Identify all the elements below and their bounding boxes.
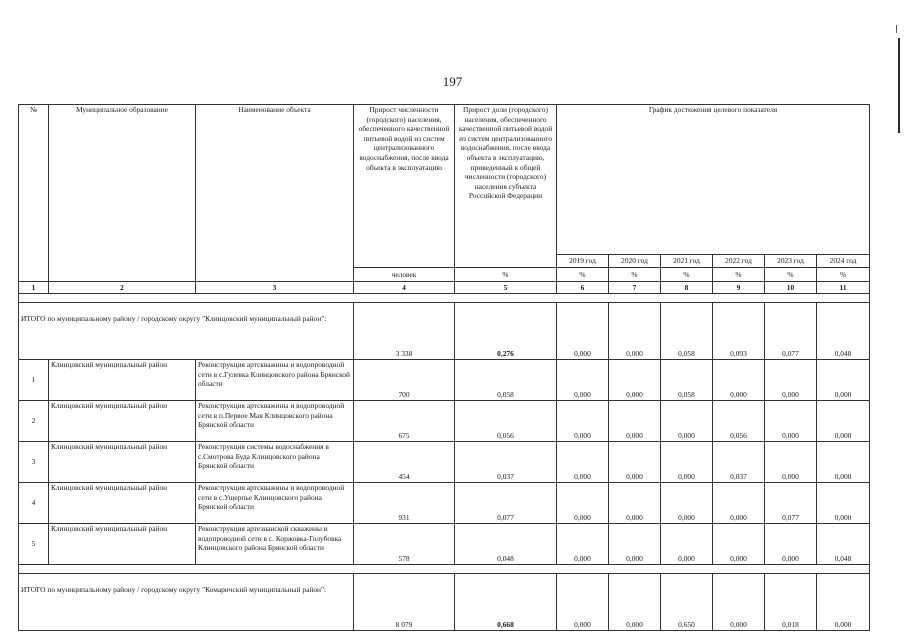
cell-year-value: 0,077 [765,483,817,524]
cell-year-value: 0,000 [817,574,870,631]
cell-municipality: Клинцовский муниципальный район [49,360,196,401]
cell-share: 0,058 [455,360,557,401]
header-year: 2019 год [557,255,609,268]
cell-year-value: 0,058 [661,303,713,360]
unit-percent: % [765,268,817,282]
cell-year-value: 0,000 [765,524,817,565]
header-cell-object: Наименование объекта [196,105,354,282]
cell-share: 0,056 [455,401,557,442]
cell-year-value: 0,650 [661,574,713,631]
column-number: 10 [765,282,817,294]
cell-row-number: 4 [19,483,49,524]
total-label: ИТОГО по муниципальному району / городскому округу "Комаричский муниципальный район": [19,574,354,631]
page-number: 197 [442,74,463,89]
cell-year-value: 0,000 [713,483,765,524]
header-cell-municipality: Муниципальное образование [49,105,196,282]
cell-year-value: 0,000 [817,442,870,483]
header-cell-no: № [19,105,49,282]
cell-year-value: 0,000 [817,360,870,401]
cell-row-number: 3 [19,442,49,483]
unit-percent: % [817,268,870,282]
cell-people: 8 079 [354,574,455,631]
cell-year-value: 0,000 [713,574,765,631]
header-row-titles [19,105,870,255]
total-label: ИТОГО по муниципальному району / городскому округу "Клинцовский муниципальный район": [19,303,354,360]
header-year: 2024 год [817,255,870,268]
cell-year-value: 0,000 [713,360,765,401]
total-row [19,303,870,360]
column-number: 5 [455,282,557,294]
column-number: 7 [609,282,661,294]
header-row-column-numbers [19,282,870,294]
unit-percent: % [557,268,609,282]
cell-year-value: 0,018 [765,574,817,631]
cell-share: 0,077 [455,483,557,524]
cell-year-value: 0,000 [609,360,661,401]
cell-year-value: 0,000 [817,483,870,524]
cell-year-value: 0,037 [713,442,765,483]
cell-year-value: 0,000 [765,360,817,401]
column-number: 6 [557,282,609,294]
header-cell-growth-count: Прирост численности (городского) населения, обеспеченного качественной питьевой водой из систем централизованного водоснабжения, после ввода объекта в эксплуатацию [354,105,455,268]
unit-percent: % [609,268,661,282]
cell-year-value: 0,000 [557,303,609,360]
cell-people: 700 [354,360,455,401]
cell-year-value: 0,000 [609,483,661,524]
cell-year-value: 0,048 [817,303,870,360]
indicator-table [18,104,870,631]
table-row [19,524,870,565]
cell-object: Реконструкция артскважины и водопроводной сети в с.Гулевка Клинцовского района Брянской области [196,360,354,401]
column-number: 9 [713,282,765,294]
column-number: 1 [19,282,49,294]
cell-year-value: 0,000 [765,401,817,442]
header-year: 2023 год [765,255,817,268]
table-row [19,360,870,401]
cell-row-number: 2 [19,401,49,442]
cell-year-value: 0,000 [557,442,609,483]
cell-year-value: 0,058 [661,360,713,401]
cell-year-value: 0,000 [609,574,661,631]
edge-tick [896,25,897,33]
cell-municipality: Клинцовский муниципальный район [49,401,196,442]
table-row [19,442,870,483]
cell-people: 578 [354,524,455,565]
cell-row-number: 1 [19,360,49,401]
cell-share: 0,048 [455,524,557,565]
cell-share: 0,668 [455,574,557,631]
unit-percent: % [661,268,713,282]
cell-year-value: 0,048 [817,524,870,565]
column-number: 3 [196,282,354,294]
cell-year-value: 0,000 [661,401,713,442]
cell-people: 454 [354,442,455,483]
cell-share: 0,276 [455,303,557,360]
cell-object: Реконструкция артскважины и водопроводной сети в п.Первое Мая Клинцовского района Брянской области [196,401,354,442]
table-row [19,483,870,524]
column-number: 11 [817,282,870,294]
header-year: 2020 год [609,255,661,268]
cell-year-value: 0,093 [713,303,765,360]
cell-year-value: 0,000 [557,360,609,401]
table-row [19,401,870,442]
spacer-row [19,565,870,574]
cell-year-value: 0,000 [557,401,609,442]
cell-year-value: 0,000 [557,483,609,524]
cell-year-value: 0,000 [609,401,661,442]
cell-year-value: 0,000 [557,574,609,631]
column-number: 8 [661,282,713,294]
cell-year-value: 0,000 [765,442,817,483]
cell-year-value: 0,000 [661,442,713,483]
column-number: 4 [354,282,455,294]
cell-object: Реконструкция артскважины и водопроводной сети в с.Ущерпье Клинцовского района Брянской области [196,483,354,524]
cell-share: 0,037 [455,442,557,483]
cell-municipality: Клинцовский муниципальный район [49,442,196,483]
cell-year-value: 0,077 [765,303,817,360]
cell-year-value: 0,000 [609,524,661,565]
cell-people: 931 [354,483,455,524]
cell-year-value: 0,000 [713,524,765,565]
cell-object: Реконструкция артезианской скважины и водопроводной сети в с. Коржовка-Голубовка Клинцовского района Брянской области [196,524,354,565]
cell-people: 675 [354,401,455,442]
cell-people: 3 338 [354,303,455,360]
unit-percent: % [713,268,765,282]
cell-year-value: 0,000 [661,524,713,565]
cell-row-number: 5 [19,524,49,565]
cell-municipality: Клинцовский муниципальный район [49,483,196,524]
cell-year-value: 0,000 [557,524,609,565]
cell-municipality: Клинцовский муниципальный район [49,524,196,565]
header-cell-schedule: График достижения целевого показателя [557,105,870,255]
header-year: 2022 год [713,255,765,268]
cell-year-value: 0,000 [817,401,870,442]
column-number: 2 [49,282,196,294]
cell-object: Реконструкция системы водоснабжения в с.Смотрова Буда Клинцовского района Брянской области [196,442,354,483]
cell-year-value: 0,000 [609,303,661,360]
cell-year-value: 0,000 [661,483,713,524]
unit-percent: % [455,268,557,282]
cell-year-value: 0,056 [713,401,765,442]
header-year: 2021 год [661,255,713,268]
unit-people: человек [354,268,455,282]
cell-year-value: 0,000 [609,442,661,483]
header-cell-growth-share: Прирост доли (городского) населения, обеспеченного качественной питьевой водой из систем централизованного водоснабжения, после ввода объекта в эксплуатацию, приведенный к общей численности (городского) населения субъекта Российской Федерации [455,105,557,268]
spacer-row [19,294,870,303]
total-row [19,574,870,631]
